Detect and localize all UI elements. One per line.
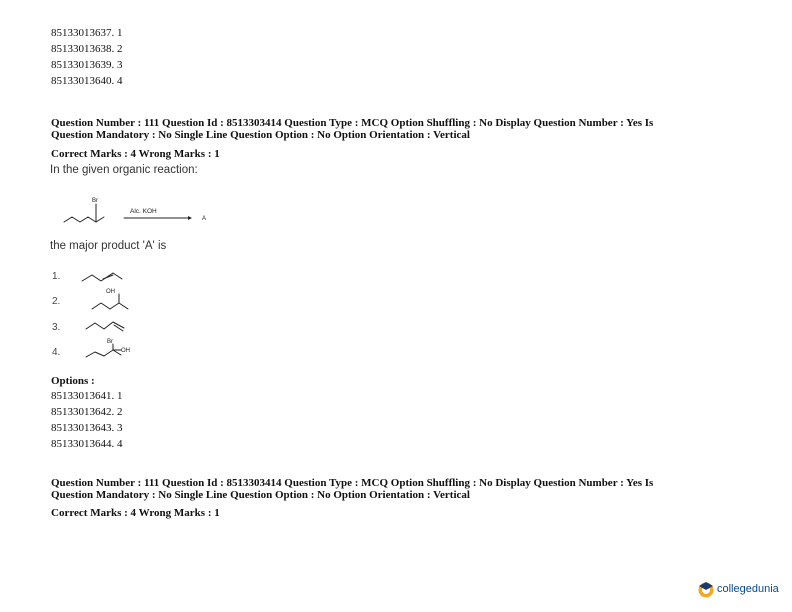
question-meta-line2: Question Mandatory : No Single Line Question Option : No Option Orientation : Vertical: [51, 129, 470, 141]
reactant-br-label: Br: [92, 198, 98, 204]
options-heading: Options :: [51, 375, 95, 387]
choice-number: 2.: [52, 296, 61, 307]
next-question-meta-line2: Question Mandatory : No Single Line Question Option : No Option Orientation : Vertical: [51, 489, 470, 501]
option-item: 85133013642. 2: [51, 406, 123, 418]
next-question-meta-line1: Question Number : 111 Question Id : 8513303414 Question Type : MCQ Option Shuffling : No Display Question Number : Yes Is: [51, 477, 654, 489]
option-item: 85133013644. 4: [51, 438, 123, 450]
choice-2-structure: [92, 289, 128, 309]
question-stem: In the given organic reaction:: [50, 164, 198, 176]
choice-3-structure: [86, 322, 124, 331]
collegedunia-logo: [697, 579, 789, 605]
choice-4-structure: [86, 339, 130, 357]
follow-up-text: the major product 'A' is: [50, 240, 167, 252]
question-meta-line1: Question Number : 111 Question Id : 8513303414 Question Type : MCQ Option Shuffling : No Display Question Number : Yes Is: [51, 117, 654, 129]
previous-option-item: 85133013640. 4: [51, 75, 123, 87]
choice-1-structure: [82, 273, 122, 281]
question-marks: Correct Marks : 4 Wrong Marks : 1: [51, 148, 220, 160]
product-label: A: [202, 216, 207, 222]
logo-mark-icon: [697, 581, 715, 599]
options-list: [51, 390, 123, 454]
choice-4-br-label: Br: [107, 339, 113, 345]
option-item: 85133013643. 3: [51, 422, 123, 434]
previous-option-item: 85133013637. 1: [51, 27, 123, 39]
next-question-marks: Correct Marks : 4 Wrong Marks : 1: [51, 507, 220, 519]
previous-option-item: 85133013639. 3: [51, 59, 123, 71]
reagent-label: Alc. KOH: [130, 208, 157, 215]
choice-number: 3.: [52, 322, 61, 333]
logo-text: collegedunia: [717, 583, 779, 595]
option-item: 85133013641. 1: [51, 390, 123, 402]
previous-option-item: 85133013638. 2: [51, 43, 123, 55]
choice-number: 4.: [52, 347, 61, 358]
choice-number: 1.: [52, 271, 61, 282]
choice-2-oh-label: OH: [106, 289, 115, 295]
choice-4-oh-label: OH: [121, 348, 130, 354]
